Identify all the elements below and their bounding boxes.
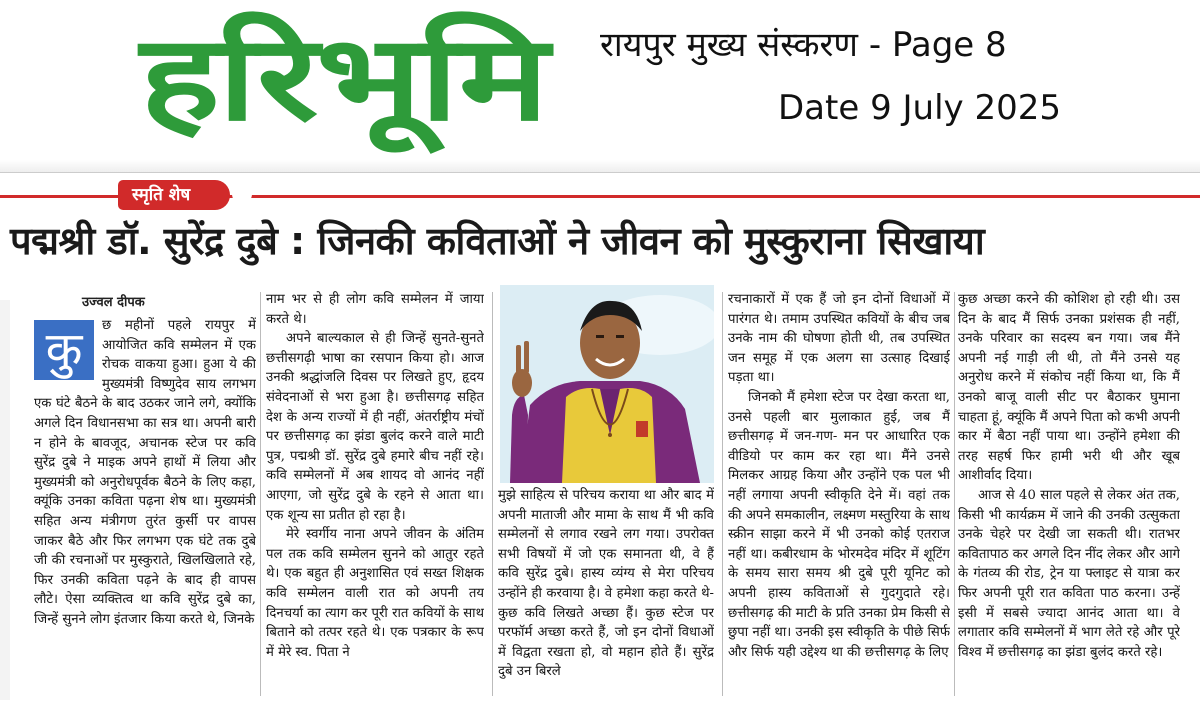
column-divider [954, 292, 955, 696]
paragraph: छ महीनों पहले रायपुर में आयोजित कवि सम्मेलन में एक रोचक वाकया हुआ। हुआ ये की मुख्यमंत्री विष्णुदेव साय लगभग एक घंटे बैठने के बाद उठकर जाने लगे, क्योंकि अगले दिन विधानसभा का सत्र था। अपनी बारी न होने के बावजूद, अचानक स्टेज पर कवि सुरेंद्र दुबे ने माइक अपने हाथों में लिया और मुख्यमंत्री को अनुरोधपूर्वक बैठने के लिए कहा, क्यूंकि उनका कविता पढ़ना शेष था। मुख्यमंत्री सहित अन्य मंत्रीगण तुरंत कुर्सी पर वापस जाकर बैठे और फिर लगभग एक घंटे तक दुबे जी की रचनाओं पर मुस्कुराते, खिलखिलाते रहे, फिर उनकी कविता पढ़ने के बाद ही वापस लौटे। ऐसा व्यक्तित्व था कवि सुरेंद्र दुबे का, जिन्हें सुनने लोग इंतजार किया करते थे, जिनके [34, 318, 256, 627]
column-divider [260, 292, 261, 696]
paragraph: नाम भर से ही लोग कवि सम्मेलन में जाया करते थे। [266, 292, 484, 327]
article-column-5 [958, 290, 1180, 690]
masthead [0, 0, 1200, 160]
article-headline: पद्मश्री डॉ. सुरेंद्र दुबे : जिनकी कविताओं ने जीवन को मुस्कुराना सिखाया [10, 219, 985, 263]
paragraph: जिनको मैं हमेशा स्टेज पर देखा करता था, उनसे पहली बार मुलाकात हुई, जब मैं छत्तीसगढ़ में जन-गण- मन पर आधारित एक वीडियो पर काम कर रहा था। मैंने उनसे मिलकर आग्रह किया और उन्होंने एक पल भी नहीं लगाया अपनी स्वीकृति देने में। वहां तक की अपने समकालीन, लक्ष्मण मस्तुरिया के साथ स्क्रीन साझा करने में भी उनको कोई एतराज नहीं था। कबीरधाम के भोरमदेव मंदिर में शूटिंग के समय सारा समय श्री दुबे पूरी यूनिट को अपनी हास्य कविताओं से गुदगुदाते रहे। छत्तीसगढ़ की माटी के प्रति उनका प्रेम किसी से छुपा नहीं था। उनकी इस स्वीकृति के पीछे सिर्फ और सिर्फ यही उद्देश्य था की छत्तीसगढ़ के लिए [728, 389, 950, 660]
column-divider [492, 292, 493, 696]
paragraph: कुछ अच्छा करने की कोशिश हो रही थी। उस दिन के बाद मैं सिर्फ उनका प्रशंसक ही नहीं, उनके परिवार का सदस्य बन गया। जब मैंने अपनी नई गाड़ी ली थी, तो मैंने उनसे यह अनुरोध करने में संकोच नहीं किया था, कि मैं उनको बाजू वाली सीट पर बैठाकर घुमाना चाहता हूं, क्यूंकि मैं अपने पिता को कभी अपनी कार में बैठा नहीं पाया था। उन्होंने हमेशा की तरह सहर्ष फिर हामी भरी थी और खूब आशीर्वाद दिया। [958, 292, 1180, 484]
byline: उज्वल दीपक [82, 295, 145, 310]
section-tag: स्मृति शेष [118, 180, 230, 210]
portrait-photo [500, 285, 714, 483]
paragraph: मेरे स्वर्गीय नाना अपने जीवन के अंतिम पल तक कवि सम्मेलन सुनने को आतुर रहते थे। एक बहुत ही अनुशासित एवं सख्त शिक्षक कवि सम्मेलन वाली रात को अपनी तय दिनचर्या का त्याग कर पूरी रात कवियों के साथ बिताने को तत्पर रहते थे। एक पत्रकार के रूप में मेरे स्व. पिता ने [266, 527, 484, 660]
paragraph: आज से 40 साल पहले से लेकर अंत तक, किसी भी कार्यक्रम में जाने की उनकी उत्सुकता उनके चेहरे पर देखी जा सकती थी। रातभर कवितापाठ कर अगले दिन नींद लेकर और आगे के गंतव्य की रोड, ट्रेन या फ्लाइट से यात्रा कर फिर अपनी पूरी रात कविता पाठ करना। उन्हें इसी में सबसे ज्यादा आनंद आता था। वे लगातार कवि सम्मेलनों में भाग लेते रहे और पूरे विश्व में छत्तीसगढ़ का झंडा बुलंद करते रहे। [958, 487, 1180, 660]
portrait-illustration [500, 285, 714, 483]
article-column-4 [728, 290, 950, 690]
paragraph: मुझे साहित्य से परिचय कराया था और बाद में अपनी माताजी और मामा के साथ मैं भी कवि सम्मेलनों से लगाव रखने लग गया। उपरोक्त सभी विषयों में जो एक समानता थी, वे हैं कवि सुरेंद्र दुबे। हास्य व्यंग्य से मेरा परिचय उन्होंने ही करवाया है। वे हमेशा कहा करते थे- कुछ कवि लिखते अच्छा हैं। कुछ स्टेज पर परफॉर्म अच्छा करते हैं, जो इन दोनों विधाओं में विद्वता रखता हो, वो महान होते हैं। सुरेंद्र दुबे उन बिरले [498, 488, 714, 680]
paragraph: रचनाकारों में एक हैं जो इन दोनों विधाओं में पारंगत थे। तमाम उपस्थित कवियों के बीच जब उनके नाम की घोषणा होती थी, तब उपस्थित जन समूह में एक अलग सा उत्साह दिखाई पड़ता था। [728, 292, 950, 386]
header-strip [0, 160, 1200, 173]
article-column-2 [266, 290, 484, 690]
paragraph: अपने बाल्यकाल से ही जिन्हें सुनते-सुनते छत्तीसगढ़ी भाषा का रसपान किया हो। आज उनकी श्रद्धांजलि दिवस पर लिखते हुए, हृदय संवेदनाओं से भरा हुआ है। छत्तीसगढ़ सहित देश के अन्य राज्यों में ही नहीं, अंतर्राष्ट्रीय मंचों पर छत्तीसगढ़ का झंडा बुलंद करने वाले माटी पुत्र, पद्मश्री डॉ. सुरेंद्र दुबे हमारे बीच नहीं रहे। कवि सम्मेलनों में अब शायद वो आनंद नहीं आएगा, जो सुरेंद्र दुबे के रहने से आता था। एक शून्य सा प्रतीत हो रहा है। [266, 331, 484, 523]
article-column-3 [498, 486, 714, 696]
dropcap: कु [34, 320, 94, 380]
edition-label: रायपुर मुख्य संस्करण - Page 8 [600, 25, 1007, 65]
section-tag-dot [232, 184, 252, 204]
date-label: Date 9 July 2025 [778, 88, 1061, 128]
article-column-1 [34, 316, 256, 716]
page-edge [0, 300, 10, 700]
column-divider [722, 292, 723, 696]
newspaper-logo: हरिभूमि [140, 9, 547, 147]
